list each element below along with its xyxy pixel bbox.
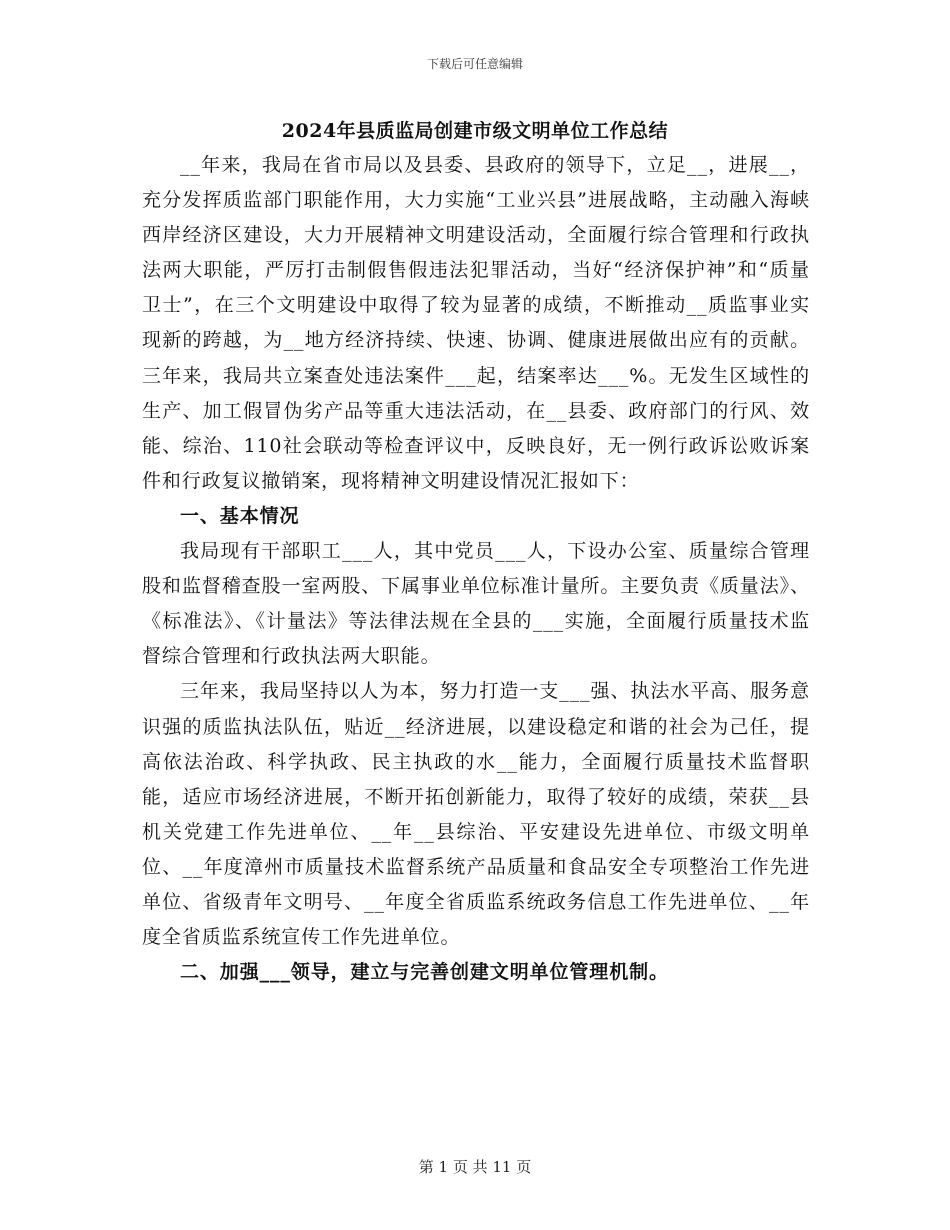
document-body	[142, 148, 810, 990]
achievements-paragraph: 三年来，我局坚持以人为本，努力打造一支___强、执法水平高、服务意识强的质监执法队伍，贴近__经济进展，以建设稳定和谐的社会为己任，提高依法治政、科学执政、民主执政的水__能力，全面履行质量技术监督职能，适应市场经济进展，不断开拓创新能力，取得了较好的成绩，荣获__县机关党建工作先进单位、__年__县综治、平安建设先进单位、市级文明单位、__年度漳州市质量技术监督系统产品质量和食品安全专项整治工作先进单位、省级青年文明号、__年度全省质监系统政务信息工作先进单位、__年度全省质监系统宣传工作先进单位。	[142, 680, 810, 949]
section-heading-leadership: 二、加强___领导，建立与完善创建文明单位管理机制。	[180, 961, 669, 984]
document-title: 2024年县质监局创建市级文明单位工作总结	[281, 120, 669, 142]
staff-paragraph: 我局现有干部职工___人，其中党员___人，下设办公室、质量综合管理股和监督稽查股一室两股、下属事业单位标准计量所。主要负责《质量法》、《标准法》、《计量法》等法律法规在全县的___实施，全面履行质量技术监督综合管理和行政执法两大职能。	[142, 540, 810, 668]
section-heading-basic-situation: 一、基本情况	[180, 504, 300, 527]
header-note: 下载后可任意编辑	[426, 57, 523, 71]
intro-paragraph: __年来，我局在省市局以及县委、县政府的领导下，立足__，进展__，充分发挥质监部门职能作用，大力实施“工业兴县”进展战略，主动融入海峡西岸经济区建设，大力开展精神文明建设活动，全面履行综合管理和行政执法两大职能，严厉打击制假售假违法犯罪活动，当好“经济保护神”和“质量卫士”，在三个文明建设中取得了较为显著的成绩，不断推动__质监事业实现新的跨越，为__地方经济持续、快速、协调、健康进展做出应有的贡献。三年来，我局共立案查处违法案件___起，结案率达___%。无发生区域性的生产、加工假冒伪劣产品等重大违法活动，在__县委、政府部门的行风、效能、综治、110社会联动等检查评议中，反映良好，无一例行政诉讼败诉案件和行政复议撤销案，现将精神文明建设情况汇报如下：	[142, 154, 810, 492]
page-number: 第 1 页 共 11 页	[418, 1158, 532, 1176]
